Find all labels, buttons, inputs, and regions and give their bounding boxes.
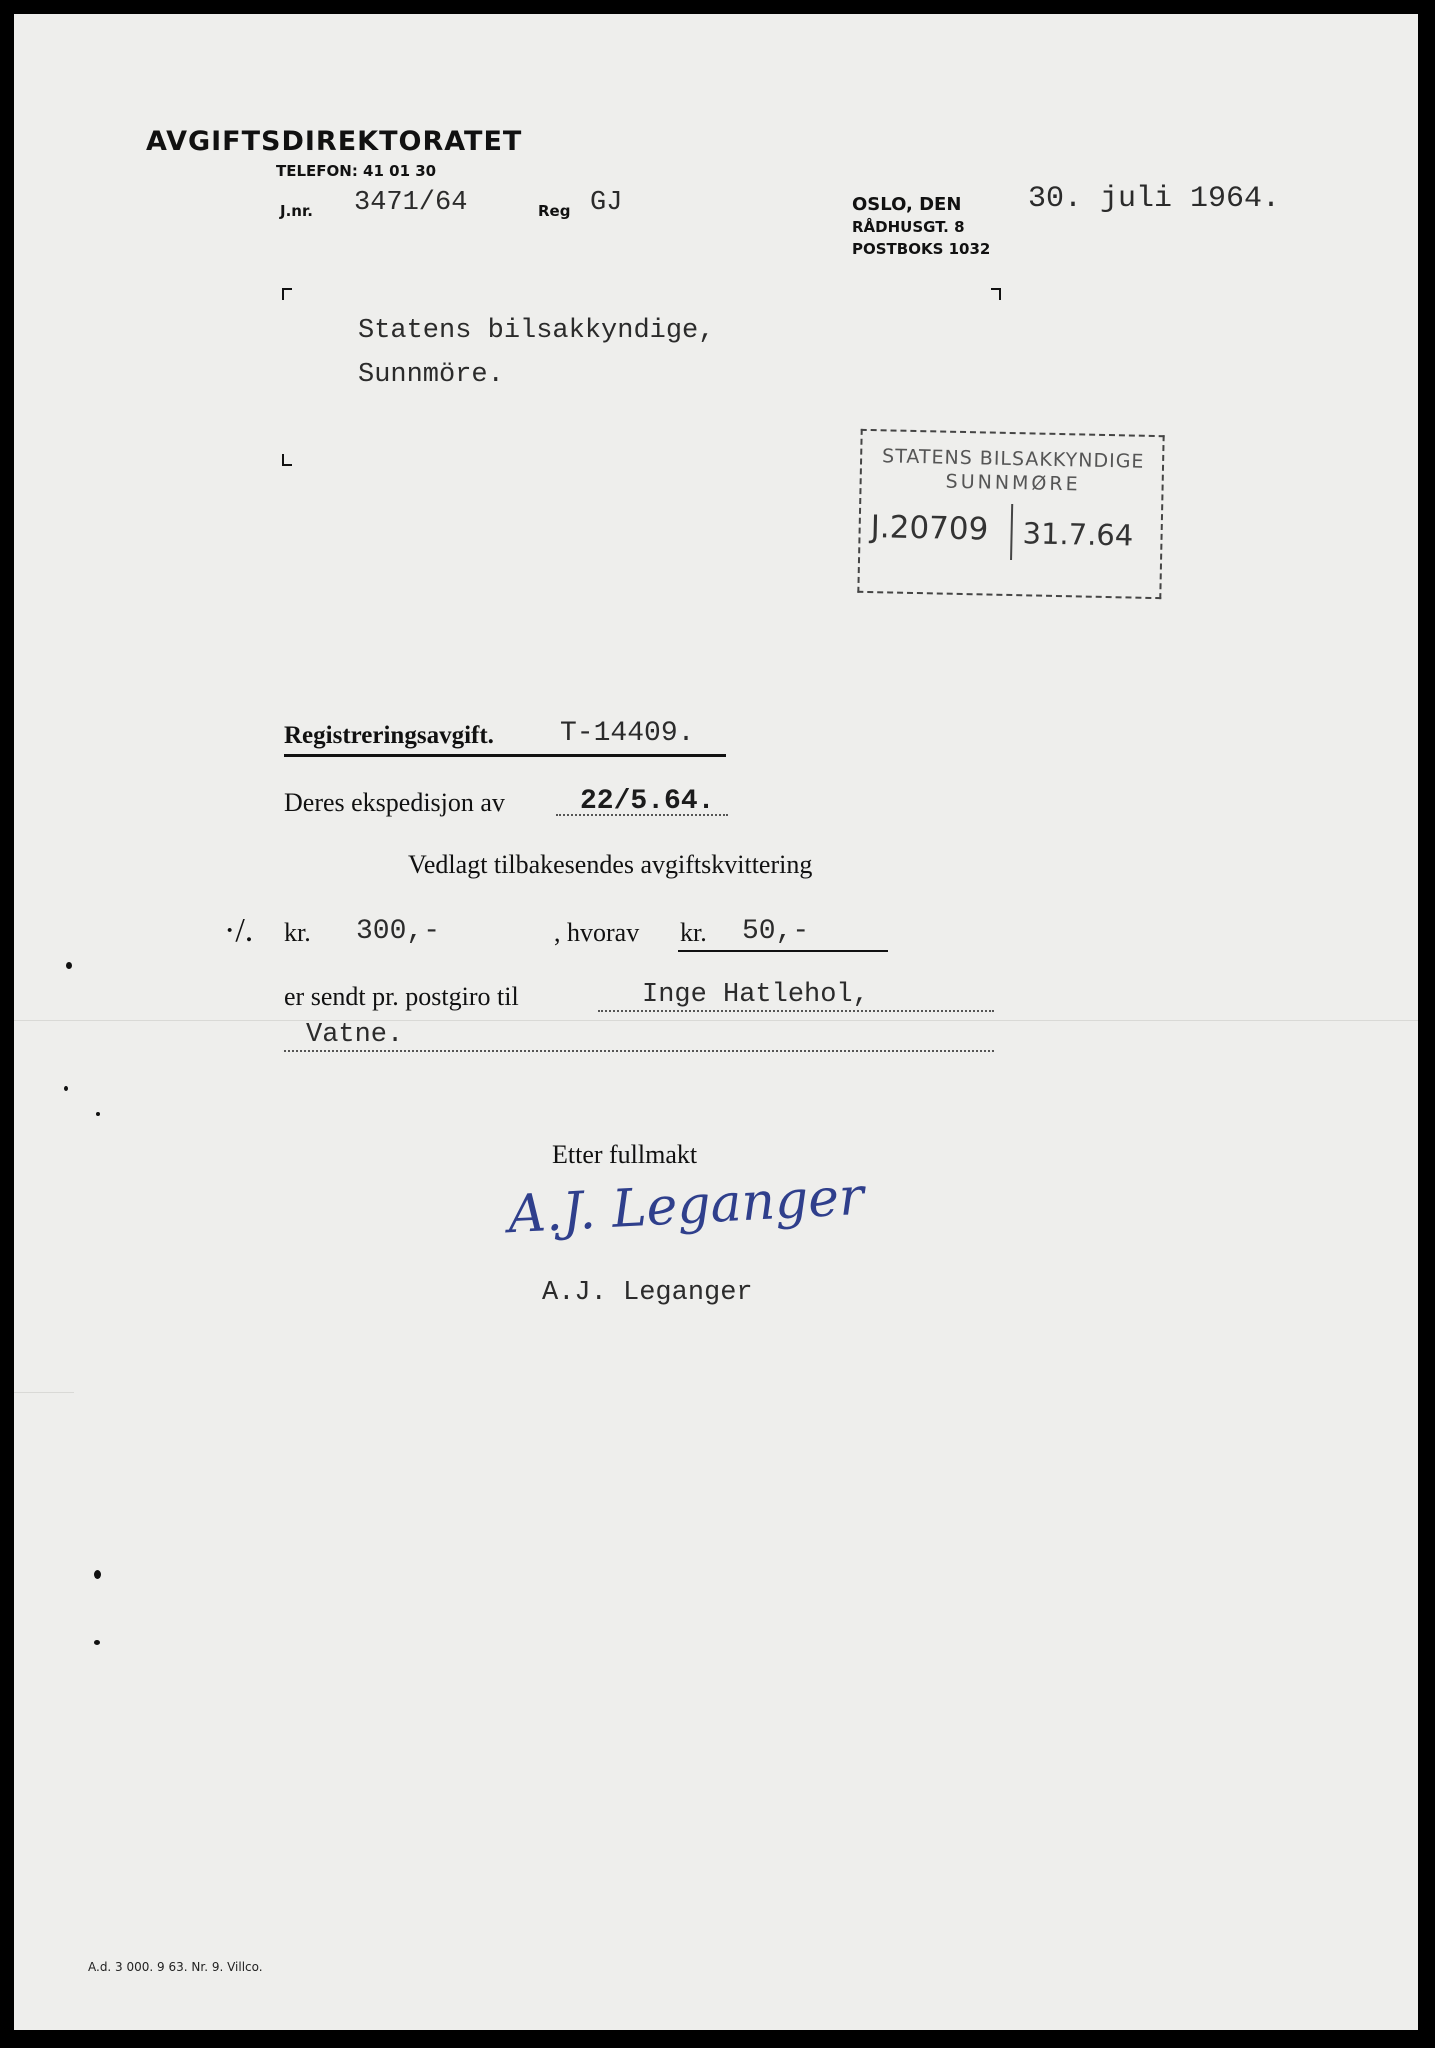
reg-value: GJ — [590, 188, 623, 218]
amount-kr-label: kr. — [284, 918, 311, 947]
address-line: RÅDHUSGT. 8 — [852, 218, 965, 236]
place-dotted-line — [284, 1050, 994, 1052]
expedition-date: 22/5.64. — [580, 786, 715, 817]
stamp-divider — [1010, 504, 1013, 560]
paper-speck — [96, 1112, 100, 1116]
hvorav-value: 50,- — [742, 916, 810, 947]
hvorav-kr-label: kr. — [680, 918, 707, 947]
reg-label: Reg — [538, 202, 571, 220]
paper-speck — [94, 1640, 100, 1645]
address-corner-top-right — [991, 288, 1001, 300]
journal-number-value: 3471/64 — [354, 188, 468, 218]
postgiro-recipient-name: Inge Hatlehol, — [642, 980, 869, 1010]
address-corner-bottom-left — [282, 454, 292, 466]
received-stamp — [857, 429, 1164, 599]
subject-label: Registreringsavgift. — [284, 722, 494, 749]
hvorav-underline — [678, 950, 888, 952]
recipient-line-2: Sunnmöre. — [358, 360, 504, 390]
subject-underline — [284, 754, 726, 757]
paper-speck — [94, 1570, 101, 1579]
postgiro-recipient-place: Vatne. — [306, 1020, 404, 1050]
postbox-line: POSTBOKS 1032 — [852, 240, 991, 258]
subject-value: T-14409. — [560, 718, 695, 749]
fold-line — [14, 1020, 1418, 1021]
enclosure-mark: ·/. — [224, 912, 254, 949]
fold-mark — [14, 1392, 74, 1393]
organization-name: AVGIFTSDIREKTORATET — [146, 126, 523, 157]
stamp-reference: J.20709 — [870, 509, 989, 548]
hvorav-label: , hvorav — [554, 918, 640, 947]
letter-date: 30. juli 1964. — [1028, 182, 1281, 216]
typed-signatory-name: A.J. Leganger — [542, 1278, 753, 1308]
recipient-line-1: Statens bilsakkyndige, — [358, 316, 715, 346]
paper-speck — [66, 962, 72, 969]
handwritten-signature: A.J. Leganger — [506, 1166, 866, 1246]
enclosure-sentence: Vedlagt tilbakesendes avgiftskvittering — [408, 850, 813, 879]
postgiro-label: er sendt pr. postgiro til — [284, 982, 519, 1011]
city-label: OSLO, DEN — [852, 194, 962, 215]
print-reference: A.d. 3 000. 9 63. Nr. 9. Villco. — [88, 1960, 263, 1974]
authority-line: Etter fullmakt — [552, 1140, 698, 1169]
stamp-line-2: SUNNMØRE — [945, 470, 1081, 496]
amount-value: 300,- — [356, 916, 441, 947]
letter-page — [14, 14, 1418, 2030]
telephone-line: TELEFON: 41 01 30 — [276, 162, 437, 180]
expedition-label: Deres ekspedisjon av — [284, 788, 505, 817]
postgiro-dotted-line — [598, 1010, 994, 1012]
journal-number-label: J.nr. — [280, 202, 313, 220]
address-corner-top-left — [282, 288, 292, 300]
paper-speck — [64, 1086, 68, 1091]
stamp-line-1: STATENS BILSAKKYNDIGE — [881, 445, 1145, 473]
stamp-date: 31.7.64 — [1022, 516, 1134, 553]
